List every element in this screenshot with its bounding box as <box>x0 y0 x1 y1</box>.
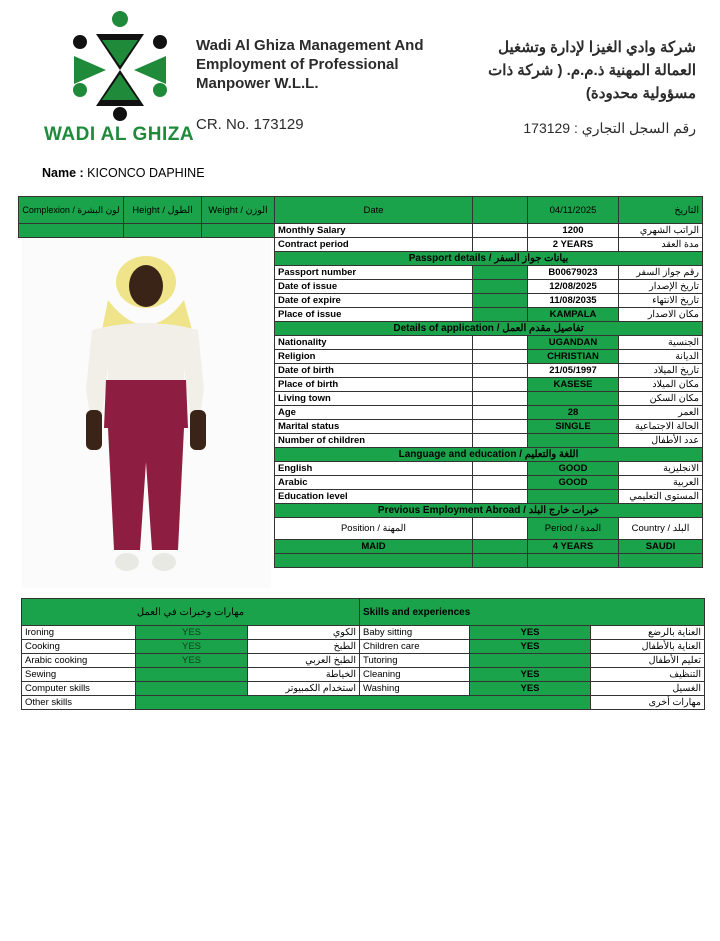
skill-label-ar: تعليم الأطفال <box>591 654 705 668</box>
application-row-label: Place of birth <box>275 378 473 392</box>
application-row-label: Number of children <box>275 434 473 448</box>
application-row-label: Religion <box>275 350 473 364</box>
skill-value: YES <box>470 682 591 696</box>
salary-value: 1200 <box>528 224 619 238</box>
application-section-header: Details of application / تفاصيل مقدم العمل <box>275 322 703 336</box>
passport-row-label-ar: تاريخ الانتهاء <box>619 294 703 308</box>
employment-position: MAID <box>275 540 473 554</box>
language-row-label-ar: الانجليزية <box>619 462 703 476</box>
empty-cell <box>619 554 703 568</box>
application-row-label-ar: العمر <box>619 406 703 420</box>
skill-label-ar: الكوي <box>248 626 360 640</box>
passport-row-label: Passport number <box>275 266 473 280</box>
skill-value <box>136 668 248 682</box>
passport-row-label: Date of issue <box>275 280 473 294</box>
skills-table <box>21 598 705 710</box>
language-row-label-ar: المستوى التعليمي <box>619 490 703 504</box>
date-label-ar: التاريخ <box>619 197 703 224</box>
language-row-value: GOOD <box>528 462 619 476</box>
row-spacer <box>473 350 528 364</box>
application-row-value: 21/05/1997 <box>528 364 619 378</box>
application-row-label-ar: الديانة <box>619 350 703 364</box>
skill-label-ar: الغسيل <box>591 682 705 696</box>
row-spacer <box>473 406 528 420</box>
application-row-label: Living town <box>275 392 473 406</box>
other-skills-label: Other skills <box>22 696 136 710</box>
skill-label: Cleaning <box>360 668 470 682</box>
language-row-value <box>528 490 619 504</box>
company-logo-icon <box>66 10 174 122</box>
row-spacer <box>473 490 528 504</box>
passport-row-value: 11/08/2035 <box>528 294 619 308</box>
language-row-value: GOOD <box>528 476 619 490</box>
passport-section-header: Passport details / بيانات جواز السفر <box>275 252 703 266</box>
cr-number-en: CR. No. 173129 <box>196 116 304 133</box>
row-spacer <box>473 392 528 406</box>
application-row-label: Age <box>275 406 473 420</box>
row-spacer <box>473 476 528 490</box>
passport-row-label: Date of expire <box>275 294 473 308</box>
skill-label-ar: الخياطة <box>248 668 360 682</box>
salary-label: Monthly Salary <box>275 224 473 238</box>
skill-label-ar: الطبخ العربي <box>248 654 360 668</box>
date-label: Date <box>275 197 473 224</box>
application-row-label-ar: مكان الميلاد <box>619 378 703 392</box>
date-spacer <box>473 197 528 224</box>
passport-row-value: B00679023 <box>528 266 619 280</box>
skill-value <box>470 654 591 668</box>
period-header: Period / المدة <box>528 518 619 540</box>
skill-value: YES <box>136 654 248 668</box>
row-spacer <box>473 336 528 350</box>
passport-row-label-ar: رقم جواز السفر <box>619 266 703 280</box>
skill-value: YES <box>470 640 591 654</box>
row-spacer <box>473 434 528 448</box>
passport-row-label-ar: مكان الاصدار <box>619 308 703 322</box>
date-value: 04/11/2025 <box>528 197 619 224</box>
candidate-name <box>42 166 205 180</box>
candidate-photo <box>22 240 271 588</box>
salary-spacer <box>473 224 528 238</box>
application-row-value <box>528 392 619 406</box>
application-row-label-ar: الجنسية <box>619 336 703 350</box>
application-row-label-ar: عدد الأطفال <box>619 434 703 448</box>
skills-title-en: Skills and experiences <box>360 599 705 626</box>
skill-label-ar: التنظيف <box>591 668 705 682</box>
language-row-label: English <box>275 462 473 476</box>
language-section-header: Language and education / اللغة والتعليم <box>275 448 703 462</box>
skill-value: YES <box>136 626 248 640</box>
other-skills-value <box>136 696 591 710</box>
skill-label: Ironing <box>22 626 136 640</box>
application-row-label: Nationality <box>275 336 473 350</box>
employment-country: SAUDI <box>619 540 703 554</box>
row-spacer <box>473 266 528 280</box>
cr-number-ar: رقم السجل التجاري : 173129 <box>523 120 696 136</box>
country-header: Country / البلد <box>619 518 703 540</box>
application-row-value: KASESE <box>528 378 619 392</box>
skill-value: YES <box>470 626 591 640</box>
skill-label: Sewing <box>22 668 136 682</box>
skill-label: Children care <box>360 640 470 654</box>
skill-label: Tutoring <box>360 654 470 668</box>
employment-period: 4 YEARS <box>528 540 619 554</box>
skill-value <box>136 682 248 696</box>
skill-label-ar: الطبخ <box>248 640 360 654</box>
application-row-value: CHRISTIAN <box>528 350 619 364</box>
row-spacer <box>473 540 528 554</box>
passport-row-label-ar: تاريخ الإصدار <box>619 280 703 294</box>
application-row-value: SINGLE <box>528 420 619 434</box>
language-row-label: Education level <box>275 490 473 504</box>
row-spacer <box>473 462 528 476</box>
company-name-ar: شركة وادي الغيزا لإدارة وتشغيل العمالة المهنية ذ.م.م. ( شركة ذات مسؤولية محدودة) <box>488 39 696 102</box>
period-spacer <box>473 238 528 252</box>
application-row-label-ar: تاريخ الميلاد <box>619 364 703 378</box>
name-value: KICONCO DAPHINE <box>87 166 205 180</box>
language-row-label-ar: العربية <box>619 476 703 490</box>
row-spacer <box>473 420 528 434</box>
skill-value: YES <box>136 640 248 654</box>
application-row-label: Date of birth <box>275 364 473 378</box>
passport-row-label: Place of issue <box>275 308 473 322</box>
period-label: Contract period <box>275 238 473 252</box>
salary-label-ar: الراتب الشهري <box>619 224 703 238</box>
skill-label: Cooking <box>22 640 136 654</box>
person-figure-icon <box>22 240 271 588</box>
skill-value: YES <box>470 668 591 682</box>
skill-label-ar: استخدام الكمبيوتر <box>248 682 360 696</box>
application-row-value: UGANDAN <box>528 336 619 350</box>
application-row-label-ar: مكان السكن <box>619 392 703 406</box>
skills-title-ar: مهارات وخبرات في العمل <box>22 599 360 626</box>
skill-label: Computer skills <box>22 682 136 696</box>
header-spacer <box>473 518 528 540</box>
row-spacer <box>473 308 528 322</box>
application-row-label: Marital status <box>275 420 473 434</box>
position-header: Position / المهنة <box>275 518 473 540</box>
passport-row-value: 12/08/2025 <box>528 280 619 294</box>
row-spacer <box>473 280 528 294</box>
weight-value <box>202 224 275 238</box>
passport-row-value: KAMPALA <box>528 308 619 322</box>
skill-label: Baby sitting <box>360 626 470 640</box>
row-spacer <box>473 294 528 308</box>
application-row-value: 28 <box>528 406 619 420</box>
skill-label: Arabic cooking <box>22 654 136 668</box>
complexion-header: Complexion / لون البشرة <box>19 197 124 224</box>
employment-section-header: Previous Employment Abroad / خبرات خارج البلد <box>275 504 703 518</box>
application-row-value <box>528 434 619 448</box>
logo-wordmark: WADI AL GHIZA <box>44 124 195 145</box>
weight-header: Weight / الوزن <box>202 197 275 224</box>
period-value: 2 YEARS <box>528 238 619 252</box>
complexion-value <box>19 224 124 238</box>
row-spacer <box>473 364 528 378</box>
empty-cell <box>473 554 528 568</box>
skill-label-ar: العناية بالرضع <box>591 626 705 640</box>
skill-label: Washing <box>360 682 470 696</box>
height-header: Height / الطول <box>124 197 202 224</box>
height-value <box>124 224 202 238</box>
other-skills-label-ar: مهارات أخرى <box>591 696 705 710</box>
skill-label-ar: العناية بالأطفال <box>591 640 705 654</box>
empty-cell <box>275 554 473 568</box>
name-label: Name : <box>42 166 84 180</box>
period-label-ar: مدة العقد <box>619 238 703 252</box>
row-spacer <box>473 378 528 392</box>
language-row-label: Arabic <box>275 476 473 490</box>
empty-cell <box>528 554 619 568</box>
company-name-en: Wadi Al Ghiza Management And Employment of Professional Manpower W.L.L. <box>196 37 424 92</box>
spacer <box>275 574 703 576</box>
application-row-label-ar: الحالة الاجتماعية <box>619 420 703 434</box>
